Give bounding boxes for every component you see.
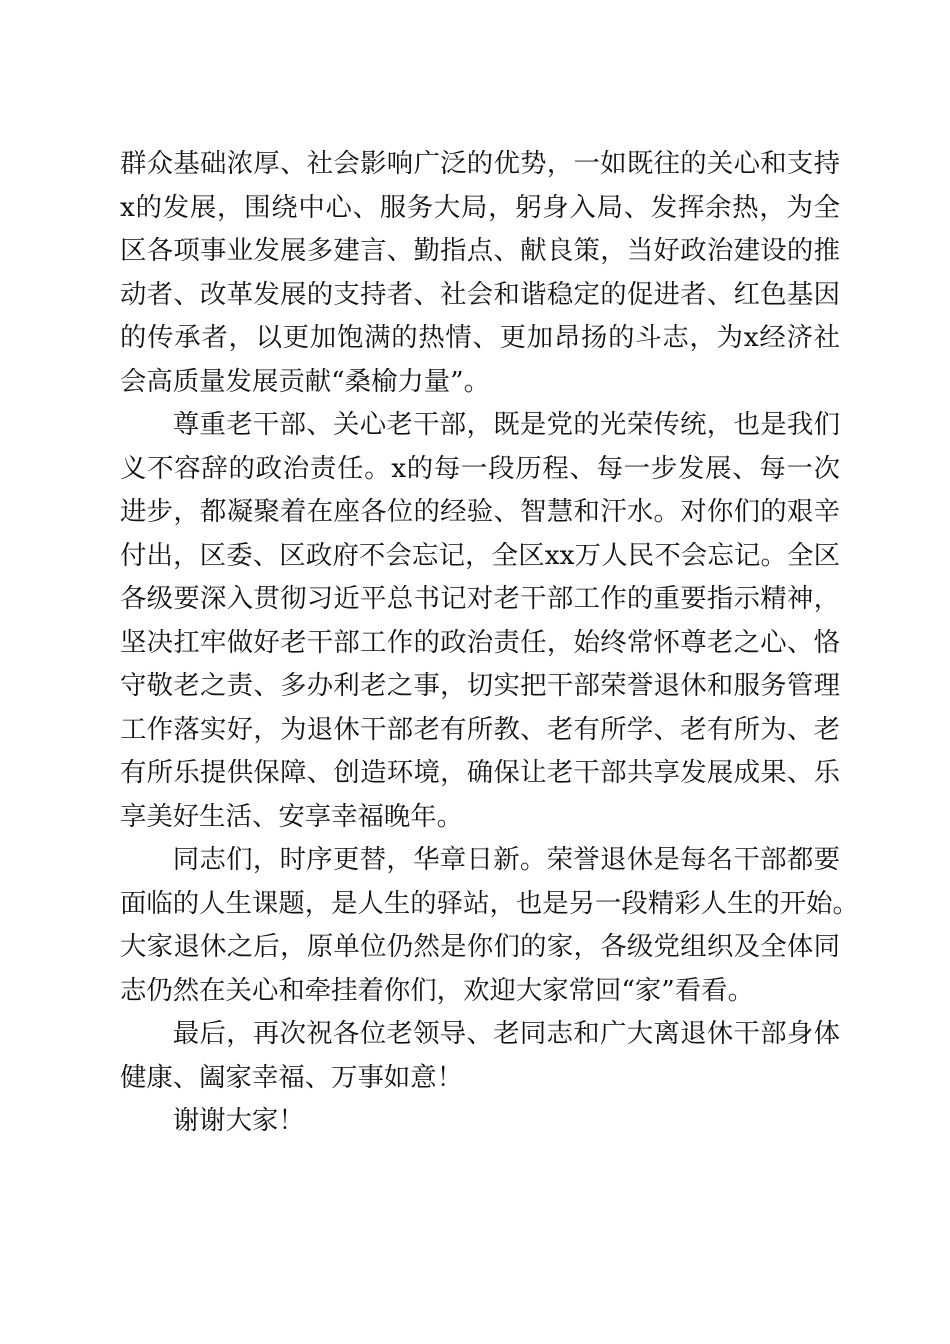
- text-line: 工作落实好，为退休干部老有所教、老有所学、老有所为、老: [120, 713, 840, 745]
- text-line: 区各项事业发展多建言、勤指点、献良策，当好政治建设的推: [120, 235, 840, 266]
- text-line: 大家退休之后，原单位仍然是你们的家，各级党组织及全体同: [120, 931, 840, 962]
- text-line: 守敬老之责、多办利老之事，切实把干部荣誉退休和服务管理: [120, 670, 840, 701]
- text-line: 进步，都凝聚着在座各位的经验、智慧和汗水。对你们的艰辛: [120, 496, 840, 527]
- paragraph-5: [120, 1099, 840, 1143]
- text-line: 群众基础浓厚、社会影响广泛的优势，一如既往的关心和支持: [120, 148, 840, 179]
- text-line: 会高质量发展贡献“桑榆力量”。: [120, 365, 491, 397]
- text-line: 坚决扛牢做好老干部工作的政治责任，始终常怀尊老之心、恪: [120, 626, 840, 658]
- text-line: 动者、改革发展的支持者、社会和谐稳定的促进者、红色基因: [120, 278, 840, 310]
- text-line: 同志们，时序更替，华章日新。荣誉退休是每名干部都要: [172, 844, 840, 875]
- paragraph-1: [120, 142, 840, 403]
- paragraph-2: [120, 403, 840, 838]
- document-body: [120, 142, 859, 1143]
- text-line: 付出，区委、区政府不会忘记，全区xx万人民不会忘记。全区: [120, 539, 840, 571]
- text-line: 健康、阖家幸福、万事如意！: [120, 1061, 464, 1093]
- text-line: 的传承者，以更加饱满的热情、更加昂扬的斗志，为x经济社: [120, 322, 840, 353]
- text-line: 谢谢大家！: [172, 1105, 305, 1136]
- text-line: 志仍然在关心和牵挂着你们，欢迎大家常回“家”看看。: [120, 974, 754, 1006]
- text-line: 面临的人生课题，是人生的驿站，也是另一段精彩人生的开始。: [120, 887, 859, 919]
- text-line: 有所乐提供保障、创造环境，确保让老干部共享发展成果、乐: [120, 757, 840, 788]
- text-line: x的发展，围绕中心、服务大局，躬身入局、发挥余热，为全: [120, 191, 840, 223]
- text-line: 最后，再次祝各位老领导、老同志和广大离退休干部身体: [172, 1018, 840, 1049]
- text-line: 享美好生活、安享幸福晚年。: [120, 800, 464, 832]
- paragraph-4: [120, 1012, 840, 1099]
- text-line: 义不容辞的政治责任。x的每一段历程、每一步发展、每一次: [120, 452, 840, 484]
- text-line: 各级要深入贯彻习近平总书记对老干部工作的重要指示精神，: [120, 583, 840, 614]
- paragraph-3: [120, 838, 859, 1012]
- text-line: 尊重老干部、关心老干部，既是党的光荣传统，也是我们: [172, 409, 840, 440]
